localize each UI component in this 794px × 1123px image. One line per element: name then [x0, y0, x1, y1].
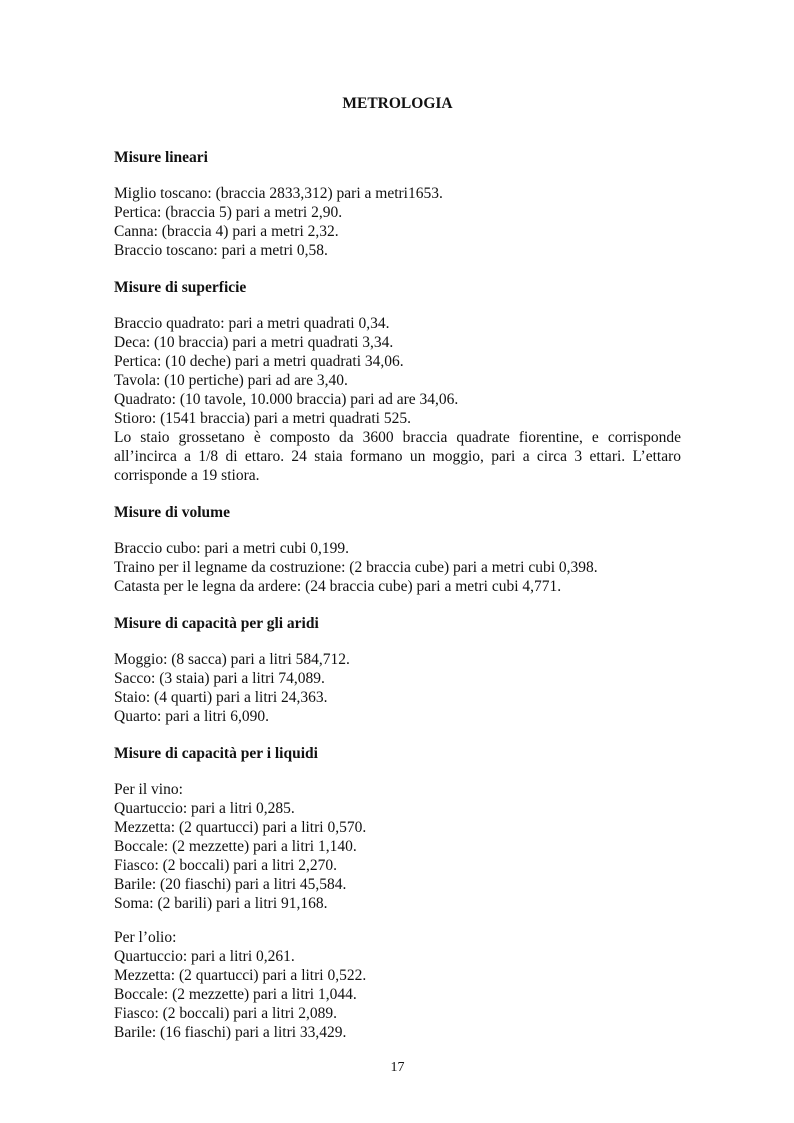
measure-line: Barile: (16 fiaschi) pari a litri 33,429.	[114, 1024, 347, 1041]
measure-line: Quartuccio: pari a litri 0,261.	[114, 948, 295, 965]
measure-line: Stioro: (1541 braccia) pari a metri quadrati 525.	[114, 410, 411, 427]
wine-measures	[114, 780, 681, 913]
measure-line: Barile: (20 fiaschi) pari a litri 45,584.	[114, 876, 347, 893]
measure-line: Catasta per le legna da ardere: (24 braccia cube) pari a metri cubi 4,771.	[114, 578, 562, 595]
section-surface-measures	[114, 277, 681, 485]
measure-line: Moggio: (8 sacca) pari a litri 584,712.	[114, 651, 350, 668]
document-body	[114, 147, 681, 1059]
measure-line: Boccale: (2 mezzette) pari a litri 1,044.	[114, 986, 357, 1003]
oil-measures	[114, 928, 681, 1042]
measure-line: Quartuccio: pari a litri 0,285.	[114, 800, 295, 817]
section-heading: Misure lineari	[114, 149, 208, 166]
page-number: 17	[390, 1060, 405, 1075]
measure-line: Deca: (10 braccia) pari a metri quadrati 3,34.	[114, 334, 394, 351]
measure-line: Staio: (4 quarti) pari a litri 24,363.	[114, 689, 328, 706]
page-title: METROLOGIA	[342, 95, 453, 112]
section-volume-measures	[114, 502, 681, 596]
measure-line: Soma: (2 barili) pari a litri 91,168.	[114, 895, 328, 912]
measure-line: Traino per il legname da costruzione: (2 braccia cube) pari a metri cubi 0,398.	[114, 559, 598, 576]
measure-line: Miglio toscano: (braccia 2833,312) pari a metri1653.	[114, 185, 443, 202]
measure-line: Pertica: (10 deche) pari a metri quadrati 34,06.	[114, 353, 404, 370]
section-heading: Misure di capacità per gli aridi	[114, 615, 319, 632]
section-heading: Misure di capacità per i liquidi	[114, 745, 318, 762]
subgroup-intro: Per il vino:	[114, 781, 183, 798]
staio-paragraph: Lo staio grossetano è composto da 3600 braccia quadrate fiorentine, e corrisponde all’incirca a 1/8 di ettaro. 24 staia formano un moggio, pari a circa 3 ettari. L’ettaro corrisponde a 19 stiora.	[114, 429, 681, 484]
document-page	[114, 0, 681, 1123]
section-dry-capacity-measures	[114, 613, 681, 726]
measure-line: Mezzetta: (2 quartucci) pari a litri 0,522.	[114, 967, 367, 984]
section-liquid-capacity-measures	[114, 743, 681, 1042]
measure-line: Fiasco: (2 boccali) pari a litri 2,270.	[114, 857, 337, 874]
section-heading: Misure di volume	[114, 504, 230, 521]
measure-line: Pertica: (braccia 5) pari a metri 2,90.	[114, 204, 343, 221]
measure-line: Boccale: (2 mezzette) pari a litri 1,140.	[114, 838, 357, 855]
measure-line: Quadrato: (10 tavole, 10.000 braccia) pari ad are 34,06.	[114, 391, 459, 408]
measure-line: Braccio quadrato: pari a metri quadrati 0,34.	[114, 315, 390, 332]
measure-line: Braccio cubo: pari a metri cubi 0,199.	[114, 540, 350, 557]
subgroup-intro: Per l’olio:	[114, 929, 177, 946]
measure-line: Braccio toscano: pari a metri 0,58.	[114, 242, 328, 259]
section-linear-measures	[114, 147, 681, 260]
measure-line: Quarto: pari a litri 6,090.	[114, 708, 269, 725]
measure-line: Sacco: (3 staia) pari a litri 74,089.	[114, 670, 325, 687]
measure-line: Fiasco: (2 boccali) pari a litri 2,089.	[114, 1005, 337, 1022]
section-heading: Misure di superficie	[114, 279, 247, 296]
measure-line: Tavola: (10 pertiche) pari ad are 3,40.	[114, 372, 348, 389]
measure-line: Canna: (braccia 4) pari a metri 2,32.	[114, 223, 339, 240]
measure-line: Mezzetta: (2 quartucci) pari a litri 0,570.	[114, 819, 367, 836]
